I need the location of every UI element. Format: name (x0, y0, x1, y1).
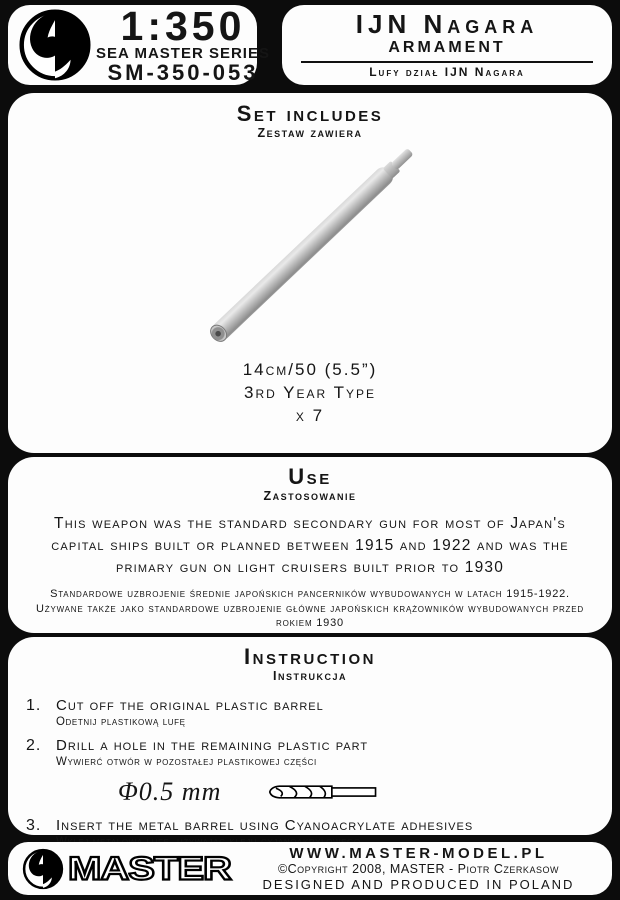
title-divider (301, 61, 593, 63)
footer (8, 842, 612, 895)
section-instruction (8, 637, 612, 835)
use-heading: Use (288, 464, 332, 489)
item-quantity: x 7 (295, 406, 325, 425)
section-use (8, 457, 612, 633)
master-wordmark: MASTER (68, 850, 231, 887)
website-url: WWW.MASTER-MODEL.PL (289, 845, 548, 862)
barrel-image (208, 164, 397, 344)
step-text-en: Insert the metal barrel using Cyanoacrylate adhesives (56, 817, 474, 834)
brand-badge-text (96, 3, 270, 85)
produced-line: DESIGNED AND PRODUCED IN POLAND (262, 877, 575, 892)
page-subtitle: ARMAMENT (388, 39, 506, 56)
page-subtitle-pl: Lufy dział IJN Nagara (369, 65, 525, 79)
barrel-muzzle (207, 321, 231, 345)
brand-badge (8, 3, 270, 85)
step-number: 1. (26, 697, 42, 714)
set-includes-heading-pl: Zestaw zawiera (257, 126, 363, 140)
drill-diameter-label: Φ0.5 mm (118, 777, 222, 806)
barrel-tip (391, 148, 414, 170)
step-number: 2. (26, 737, 42, 754)
use-body-en: This weapon was the standard secondary gun for most of Japan's capital ships built or planned between 1915 and 1922 and was the primary gun on light cruisers built prior to 1930 (51, 515, 569, 576)
step-text-pl: Wywierć otwór w pozostałej plastikowej części (56, 756, 317, 768)
section-set-includes (8, 93, 612, 453)
footer-text (231, 845, 600, 892)
instruction-step-2 (26, 737, 612, 768)
page-title: IJN Nagara (355, 9, 539, 39)
use-body-pl: Standardowe uzbrojenie średnie japońskich pancerników wybudowanych w latach 1915-1922. Używane także jako standardowe uzbrojenie główne japońskich krążowników wybudowanych przed rokiem 1930 (36, 588, 584, 629)
copyright-line: ©Copyright 2008, MASTER - Piotr Czerkasow (277, 862, 559, 876)
instruction-heading-pl: Instrukcja (273, 669, 347, 683)
item-name: 14cm/50 (5.5”) (242, 360, 378, 379)
step-text-pl: Odetnij plastikową lufę (56, 716, 186, 728)
use-heading-pl: Zastosowanie (263, 489, 357, 503)
instruction-heading: Instruction (244, 644, 376, 669)
product-code: SM-350-053 (107, 60, 259, 85)
master-logo-icon (22, 848, 64, 890)
item-caption (8, 358, 612, 427)
step-number: 3. (26, 817, 42, 834)
drill-bit-icon (265, 782, 381, 802)
drill-diameter-row (118, 777, 612, 807)
instruction-step-1 (26, 697, 612, 728)
instruction-steps (8, 697, 612, 848)
step-text-en: Drill a hole in the remaining plastic part (56, 737, 369, 754)
title-panel (282, 5, 612, 85)
scale-label: 1:350 (120, 3, 246, 49)
step-text-en: Cut off the original plastic barrel (56, 697, 324, 714)
set-includes-heading: Set includes (236, 101, 384, 126)
series-label: SEA MASTER SERIES (96, 45, 270, 62)
master-logo-icon (18, 8, 92, 82)
item-type: 3rd Year Type (243, 383, 377, 402)
